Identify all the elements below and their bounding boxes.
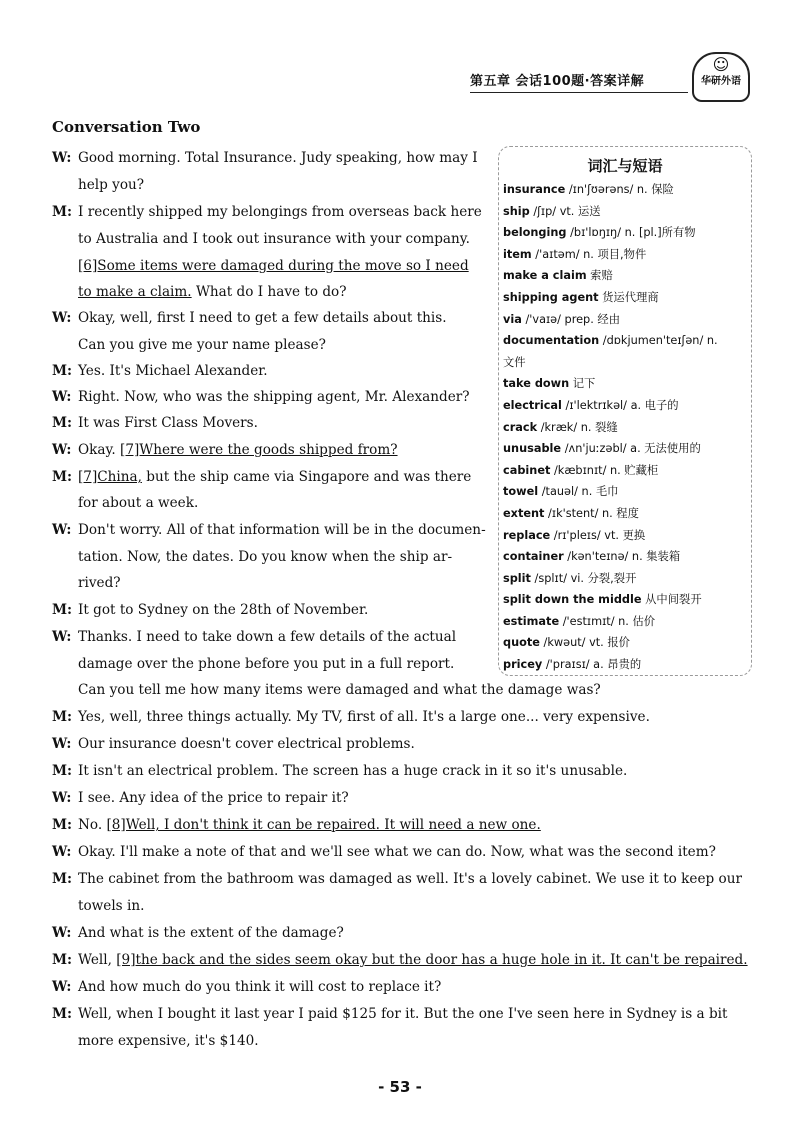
vocab-item — [499, 417, 751, 439]
line-text: towels in. — [78, 898, 145, 914]
dialogue-line — [52, 788, 349, 808]
vocab-definition: /'praɪsɪ/ a. 昂贵的 — [542, 658, 642, 672]
dialogue-line — [52, 308, 447, 328]
line-text: damage over the phone before you put in a full report. — [78, 656, 455, 672]
answer-underline-text: [7]China, — [78, 469, 142, 485]
speaker-label: W: — [52, 979, 72, 995]
vocab-definition: /kwəut/ vt. 报价 — [539, 636, 630, 650]
dialogue-line — [52, 627, 456, 647]
answer-underline-text: [8]Well, I don't think it can be repaired. It will need a new one. — [106, 817, 541, 833]
vocab-definition: /ʃɪp/ vt. 运送 — [529, 204, 601, 218]
dialogue-line — [52, 761, 627, 781]
vocab-word: estimate — [503, 614, 560, 628]
line-text-tail: What do I have to do? — [191, 284, 347, 300]
line-text: for about a week. — [78, 495, 199, 511]
line-text: The cabinet from the bathroom was damaged as well. It's a lovely cabinet. We use it to keep our — [78, 871, 742, 887]
dialogue-line — [52, 815, 541, 835]
vocab-word: make a claim — [503, 269, 587, 283]
vocab-definition: /kræk/ n. 裂缝 — [537, 420, 618, 434]
vocab-word: replace — [503, 528, 551, 542]
vocab-word: take down — [503, 377, 570, 391]
speaker-label: W: — [52, 736, 72, 752]
line-text: Okay. — [78, 442, 121, 458]
vocab-title: 词汇与短语 — [587, 157, 663, 175]
vocab-item — [499, 525, 751, 547]
dialogue-line — [52, 1004, 727, 1024]
vocab-word: belonging — [503, 226, 567, 240]
dialogue-line — [52, 547, 452, 567]
dialogue-line — [52, 1031, 259, 1051]
dialogue-line — [52, 734, 415, 754]
line-text: Our insurance doesn't cover electrical problems. — [78, 736, 415, 752]
line-text: Can you give me your name please? — [78, 337, 326, 353]
vocab-word: split down the middle — [503, 593, 642, 607]
vocab-item — [499, 373, 751, 395]
line-text: more expensive, it's $140. — [78, 1033, 259, 1049]
vocab-definition: /dɒkjumen'teɪʃən/ n. — [599, 334, 718, 348]
vocab-definition: /ɪk'stent/ n. 程度 — [544, 506, 639, 520]
dialogue-line — [52, 896, 144, 916]
dialogue-line — [52, 335, 326, 355]
vocab-definition: /rɪ'pleɪs/ vt. 更换 — [550, 528, 646, 542]
vocab-word: towel — [503, 485, 539, 499]
line-text: to Australia and I took out insurance with your company. — [78, 231, 470, 247]
dialogue-line — [52, 707, 650, 727]
vocab-item — [499, 481, 751, 503]
vocab-item — [499, 222, 751, 244]
dialogue-line — [52, 520, 486, 540]
vocab-definition: /bɪ'lɒŋɪŋ/ n. [pl.]所有物 — [566, 226, 696, 240]
line-text: Okay, well, first I need to get a few details about this. — [78, 310, 447, 326]
vocab-item — [499, 611, 751, 633]
vocab-definition: /tauəl/ n. 毛巾 — [538, 485, 619, 499]
vocab-word: documentation — [503, 334, 600, 348]
dialogue-line — [52, 654, 454, 674]
line-text: Well, — [78, 952, 117, 968]
line-text: It was First Class Movers. — [78, 415, 258, 431]
page-number: - 53 - — [378, 1078, 422, 1096]
line-text: I see. Any idea of the price to repair it? — [78, 790, 349, 806]
line-text: Don't worry. All of that information will be in the documen- — [78, 522, 486, 538]
vocab-item — [499, 632, 751, 654]
vocab-word: quote — [503, 636, 540, 650]
vocab-item — [499, 265, 751, 287]
vocab-item — [499, 395, 751, 417]
answer-underline-text: [7]Where were the goods shipped from? — [120, 442, 398, 458]
line-text-tail: but the ship came via Singapore and was there — [141, 469, 472, 485]
vocab-word: crack — [503, 420, 538, 434]
line-text: And what is the extent of the damage? — [78, 925, 344, 941]
vocab-item — [499, 287, 751, 309]
dialogue-line — [52, 361, 268, 381]
speaker-label: M: — [52, 871, 73, 887]
line-text: Right. Now, who was the shipping agent, Mr. Alexander? — [78, 389, 470, 405]
dialogue-line — [52, 282, 347, 302]
vocab-word: item — [503, 247, 532, 261]
vocab-box — [498, 146, 752, 676]
line-text: No. — [78, 817, 107, 833]
vocab-definition: 货运代理商 — [598, 290, 659, 304]
line-text: It isn't an electrical problem. The screen has a huge crack in it so it's unusable. — [78, 763, 628, 779]
dialogue-line — [52, 869, 742, 889]
vocab-definition: /splɪt/ vi. 分裂,裂开 — [530, 571, 637, 585]
line-text: Yes, well, three things actually. My TV, first of all. It's a large one... very expensive. — [78, 709, 650, 725]
vocab-definition: /kæbɪnɪt/ n. 贮藏柜 — [550, 463, 659, 477]
dialogue-line — [52, 413, 258, 433]
vocab-definition: /'aɪtəm/ n. 项目,物件 — [531, 247, 647, 261]
speaker-label: M: — [52, 204, 73, 220]
speaker-label: W: — [52, 150, 72, 166]
line-text: Can you tell me how many items were damaged and what the damage was? — [78, 682, 601, 698]
line-text: help you? — [78, 177, 145, 193]
vocab-definition: /ɪ'lektrɪkəl/ a. 电子的 — [561, 398, 679, 412]
vocab-definition: /'estɪmɪt/ n. 估价 — [559, 614, 656, 628]
speaker-label: M: — [52, 363, 73, 379]
vocab-item — [499, 546, 751, 568]
vocab-definition: 记下 — [569, 377, 596, 391]
line-text: Okay. I'll make a note of that and we'll see what we can do. Now, what was the second item? — [78, 844, 716, 860]
dialogue-line — [52, 256, 469, 276]
vocab-word: shipping agent — [503, 290, 599, 304]
line-text: Good morning. Total Insurance. Judy speaking, how may I — [78, 150, 478, 166]
vocab-word: container — [503, 550, 564, 564]
speaker-label: M: — [52, 763, 73, 779]
line-text: to make a claim. — [78, 284, 192, 300]
line-text: Thanks. I need to take down a few details of the actual — [78, 629, 457, 645]
dialogue-line — [52, 387, 470, 407]
dialogue-line — [52, 600, 368, 620]
vocab-item — [499, 568, 751, 590]
dialogue-line — [52, 229, 470, 249]
section-title: Conversation Two — [52, 118, 201, 136]
line-text: I recently shipped my belongings from overseas back here — [78, 204, 482, 220]
dialogue-line — [52, 950, 748, 970]
vocab-definition: /ɪn'ʃʊərəns/ n. 保险 — [565, 183, 674, 196]
vocab-word: extent — [503, 506, 545, 520]
dialogue-line — [52, 493, 198, 513]
publisher-logo — [692, 52, 750, 102]
line-text: It got to Sydney on the 28th of November. — [78, 602, 369, 618]
vocab-item — [499, 438, 751, 460]
vocab-item — [499, 654, 751, 676]
speaker-label: W: — [52, 310, 72, 326]
dialogue-line — [52, 148, 478, 168]
speaker-label: M: — [52, 952, 73, 968]
vocab-word: ship — [503, 204, 530, 218]
speaker-label: W: — [52, 522, 72, 538]
dialogue-line — [52, 842, 716, 862]
vocab-word: pricey — [503, 658, 543, 672]
dialogue-line — [52, 573, 121, 593]
speaker-label: W: — [52, 629, 72, 645]
speaker-label: M: — [52, 602, 73, 618]
logo-text: 华研外语 — [701, 76, 741, 87]
speaker-label: W: — [52, 925, 72, 941]
dialogue-line — [52, 923, 344, 943]
vocab-item — [499, 244, 751, 266]
vocab-definition: /kən'teɪnə/ n. 集装箱 — [563, 550, 681, 564]
line-text: rived? — [78, 575, 121, 591]
speaker-label: M: — [52, 817, 73, 833]
vocab-item — [499, 309, 751, 331]
speaker-label: W: — [52, 790, 72, 806]
dialogue-line — [52, 680, 601, 700]
speaker-label: M: — [52, 709, 73, 725]
header-rule — [470, 92, 688, 93]
speaker-label: M: — [52, 1006, 73, 1022]
vocab-item — [499, 503, 751, 525]
line-text: Well, when I bought it last year I paid $125 for it. But the one I've seen here in Sydney is a bit — [78, 1006, 728, 1022]
vocab-word: split — [503, 571, 531, 585]
vocab-list — [499, 179, 751, 676]
vocab-definition: 从中间裂开 — [641, 593, 702, 607]
speaker-label: M: — [52, 469, 73, 485]
speaker-label: M: — [52, 415, 73, 431]
vocab-item — [499, 352, 751, 374]
frog-icon: ☺ — [712, 55, 730, 74]
vocab-word: via — [503, 312, 522, 326]
dialogue-line — [52, 440, 398, 460]
speaker-label: W: — [52, 442, 72, 458]
vocab-word: unusable — [503, 442, 562, 456]
vocab-definition: 索赔 — [586, 269, 613, 283]
vocab-item — [499, 330, 751, 352]
vocab-word: electrical — [503, 398, 562, 412]
line-text: [6]Some items were damaged during the move so I need — [78, 258, 469, 274]
speaker-label: W: — [52, 389, 72, 405]
vocab-item — [499, 179, 751, 201]
vocab-word: insurance — [503, 183, 566, 196]
dialogue-line — [52, 467, 471, 487]
dialogue-line — [52, 202, 482, 222]
line-text: And how much do you think it will cost to replace it? — [78, 979, 442, 995]
vocab-definition: /ʌn'juːzəbl/ a. 无法使用的 — [561, 442, 701, 456]
speaker-label: W: — [52, 844, 72, 860]
line-text: tation. Now, the dates. Do you know when the ship ar- — [78, 549, 453, 565]
vocab-definition: /'vaɪə/ prep. 经由 — [521, 312, 620, 326]
dialogue-line — [52, 977, 441, 997]
vocab-definition: 文件 — [503, 355, 526, 369]
line-text: Yes. It's Michael Alexander. — [78, 363, 268, 379]
chapter-header: 第五章 会话100题·答案详解 — [470, 74, 645, 89]
vocab-item — [499, 460, 751, 482]
dialogue-line — [52, 175, 144, 195]
vocab-word: cabinet — [503, 463, 551, 477]
answer-underline-text: [9]the back and the sides seem okay but the door has a huge hole in it. It can't be repaired. — [116, 952, 748, 968]
vocab-item — [499, 201, 751, 223]
vocab-item — [499, 589, 751, 611]
